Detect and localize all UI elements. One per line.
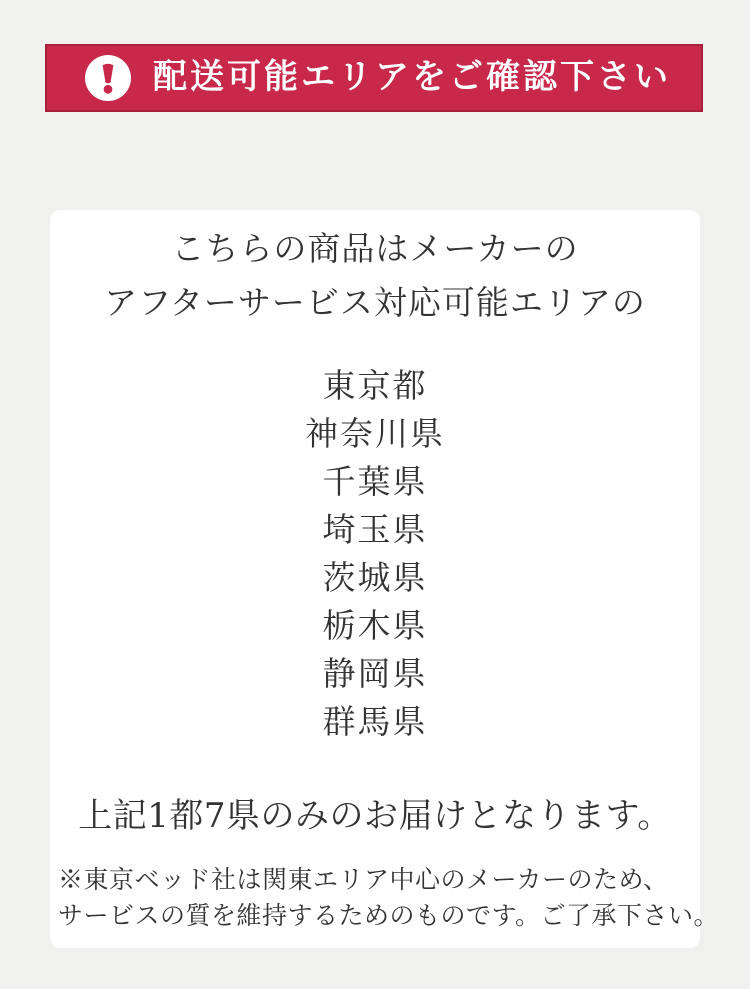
exclamation-icon [85,55,131,101]
note-text [58,862,720,934]
intro-line: アフターサービス対応可能エリアの [104,283,646,322]
prefecture-item: 静岡県 [322,654,428,693]
prefecture-item: 千葉県 [322,462,428,501]
intro-line: こちらの商品はメーカーの [171,229,579,268]
prefecture-item: 栃木県 [322,606,428,645]
prefecture-item: 東京都 [322,366,428,405]
note-line: サービスの質を維持するためのものです。ご了承下さい。 [58,901,720,930]
prefecture-item: 神奈川県 [305,414,445,453]
prefecture-item: 群馬県 [322,702,428,741]
delivery-area-banner [45,44,703,112]
prefecture-item: 埼玉県 [322,510,428,549]
summary-text: 上記1都7県のみのお届けとなります。 [78,796,672,836]
prefecture-item: 茨城県 [322,558,428,597]
note-line: ※東京ベッド社は関東エリア中心のメーカーのため、 [58,865,669,894]
delivery-area-card [50,210,720,948]
prefecture-list [58,362,692,746]
intro-text [58,222,692,330]
banner-title: 配送可能エリアをご確認下さい [153,57,671,97]
